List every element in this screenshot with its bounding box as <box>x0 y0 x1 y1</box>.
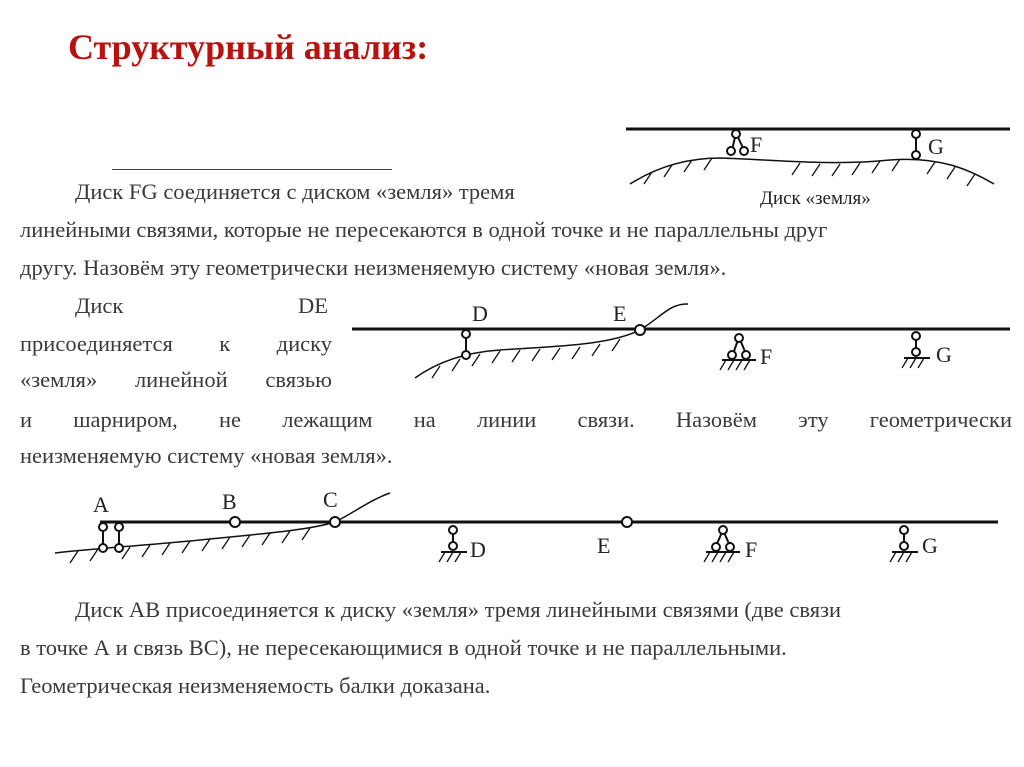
diagram2-hinge-e <box>635 325 645 335</box>
para2-line4: и шарниром, не лежащим на линии связи. Назовём эту геометрически <box>20 407 1012 432</box>
para1-line3: другу. Назовём эту геометрически неизменяемую систему «новая земля». <box>20 255 727 280</box>
para2-line3: «земля» линейной связью <box>20 367 332 392</box>
diagram3-support-f-hatch <box>704 552 734 562</box>
diagram3-label-d: D <box>470 537 486 562</box>
para2-line2: присоединяется к диску <box>20 331 332 356</box>
diagram3-label-b: B <box>222 489 237 514</box>
diagram2-support-f-hatch <box>720 360 750 370</box>
slide-title: Структурный анализ: <box>68 27 429 67</box>
diagram3-label-g: G <box>922 533 938 558</box>
diagram1-disk-fg <box>626 129 1010 209</box>
diagram3-hinge-b <box>230 517 240 527</box>
diagram1-label-g: G <box>928 134 944 159</box>
para2-line5: неизменяемую систему «новая земля». <box>20 443 393 468</box>
diagram3-label-c: C <box>323 487 338 512</box>
diagram2-label-f: F <box>760 344 773 369</box>
diagram3-support-f <box>706 526 740 552</box>
diagram1-label-f: F <box>750 132 763 157</box>
para3-line2: в точке А и связь BC), не пересекающимися в одной точке и не параллельными. <box>20 635 787 660</box>
diagram3-hinge-c <box>330 517 340 527</box>
diagram2-support-g-hatch <box>902 358 924 368</box>
diagram3-support-g <box>892 526 918 552</box>
para2-line1b: DE <box>298 293 328 318</box>
diagram3-label-f: F <box>745 537 758 562</box>
diagram2-ground-curve <box>415 304 688 378</box>
diagram1-support-g <box>912 130 920 159</box>
diagram3-support-d-hatch <box>439 552 461 562</box>
diagram2-support-f <box>722 334 756 360</box>
para1-line2: линейными связями, которые не пересекаются в одной точке и не параллельны друг <box>20 217 828 242</box>
diagram3-label-e: E <box>597 533 611 558</box>
diagram2-label-d: D <box>472 301 488 326</box>
diagram3-support-d <box>441 526 467 552</box>
para1-line1: Диск FG соединяется с диском «земля» тремя <box>75 179 515 204</box>
diagram2-label-g: G <box>936 342 952 367</box>
diagram3-support-g-hatch <box>890 552 912 562</box>
diagram3-disk-ab <box>55 487 998 563</box>
para3-line1: Диск AB присоединяется к диску «земля» тремя линейными связями (две связи <box>75 597 842 622</box>
diagram2-disk-de <box>352 301 1010 378</box>
diagram2-support-g <box>904 332 930 358</box>
diagram1-ground-label: Диск «земля» <box>760 188 871 209</box>
diagram2-label-e: E <box>613 301 627 326</box>
para3-line3: Геометрическая неизменяемость балки доказана. <box>20 673 491 698</box>
diagram3-label-a: A <box>93 492 109 517</box>
diagram1-support-f <box>727 130 748 155</box>
para2-line1a: Диск <box>75 293 124 318</box>
diagram2-hatching <box>432 339 620 378</box>
diagram3-hinge-e <box>622 517 632 527</box>
diagram2-support-d <box>462 330 470 359</box>
